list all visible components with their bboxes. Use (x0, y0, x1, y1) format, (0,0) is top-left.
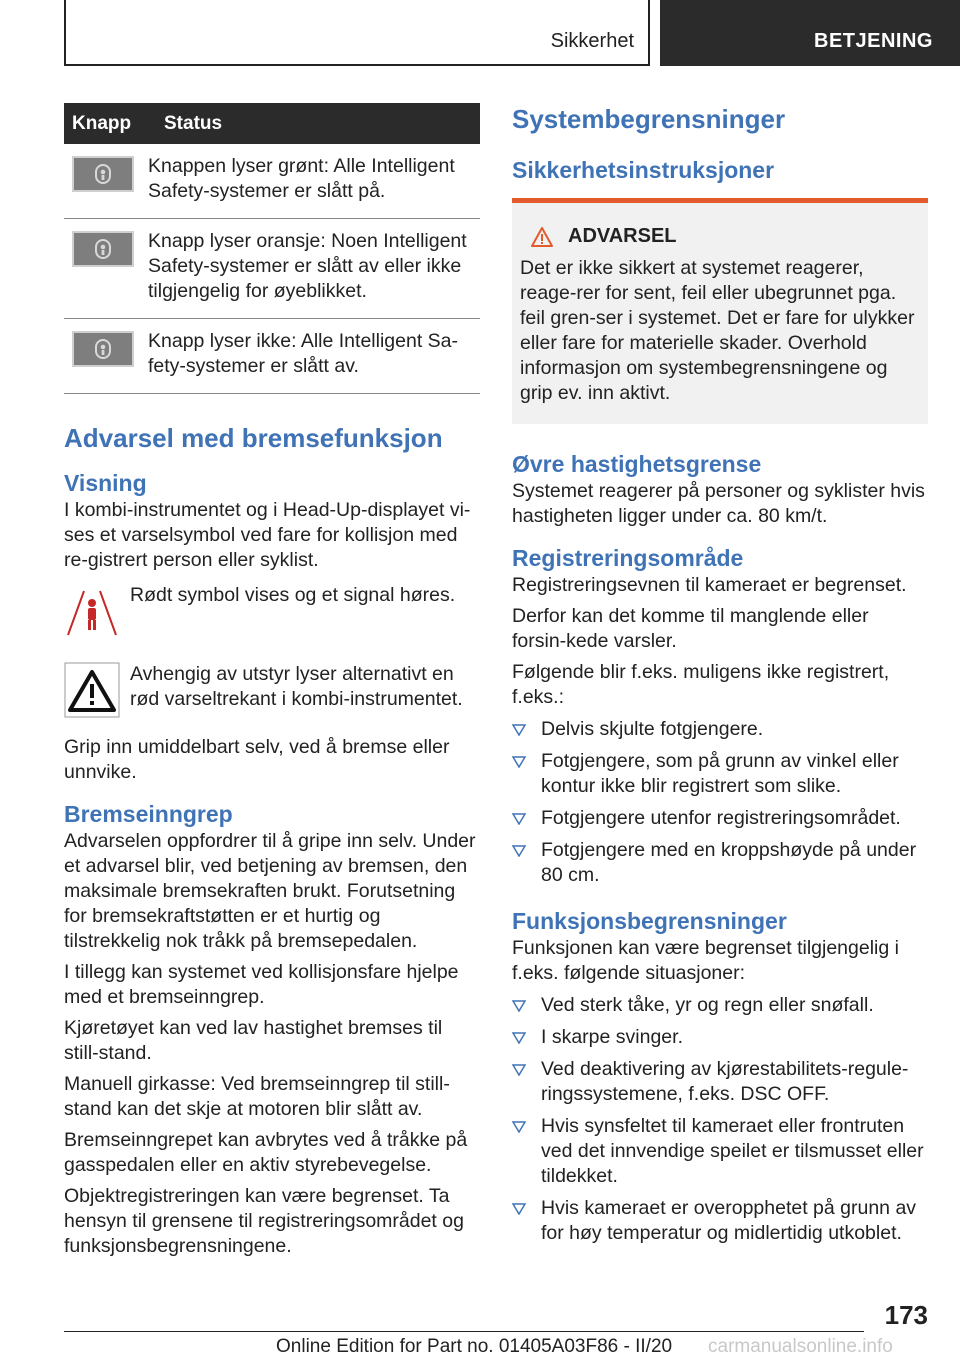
triangle-bullet-icon (512, 845, 526, 857)
paragraph-function-limits: Funksjonen kan være begrenset tilgjengelig i f.eks. følgende situasjoner: (512, 937, 899, 984)
table-row (64, 319, 480, 394)
triangle-bullet-icon (512, 813, 526, 825)
list-item: Fotgjengere med en kroppshøyde på under 80 cm. (512, 838, 928, 888)
heading-function-limits: Funksjonsbegrensninger (512, 908, 787, 934)
symbol-text-red: Rødt symbol vises og et signal høres. (130, 584, 456, 606)
triangle-bullet-icon (512, 1000, 526, 1012)
pedestrian-warning-icon (64, 583, 120, 643)
table-row (64, 219, 480, 319)
symbol-text-triangle: Avhengig av utstyr lyser alternativt en rød varseltrekant i kombi-instrumentet. (130, 663, 463, 710)
footer-divider (64, 1331, 864, 1332)
triangle-bullet-icon (512, 1121, 526, 1133)
footer-edition: Online Edition for Part no. 01405A03F86 - II/20 (276, 1336, 673, 1357)
triangle-bullet-icon (512, 756, 526, 768)
paragraph-speed-limit: Systemet reagerer på personer og syklister hvis hastigheten ligger under ca. 80 km/t. (512, 480, 925, 527)
list-item: Fotgjengere, som på grunn av vinkel eller kontur ikke blir registrert som slike. (512, 749, 928, 799)
button-off-icon (72, 331, 134, 367)
heading-safety-instructions: Sikkerhetsinstruksjoner (512, 157, 775, 183)
warning-text: Det er ikke sikkert at systemet reagerer, reage-rer for sent, feil eller ubegrunnet pga. feil gren-ser i systemet. Det er fare for ulykker eller fare for materielle skader. Overhold informasjon om systembegrensningene og grip ev. inn aktivt. (520, 257, 915, 404)
triangle-bullet-icon (512, 724, 526, 736)
watermark-text: carmanualsonline.info (708, 1336, 893, 1357)
heading-speed-limit: Øvre hastighetsgrense (512, 451, 762, 477)
paragraph-grip: Grip inn umiddelbart selv, ved å bremse eller unnvike. (64, 736, 450, 783)
paragraph-brake-5: Bremseinngrepet kan avbrytes ved å tråkke på gasspedalen eller en aktiv styrebevegelse. (64, 1129, 468, 1176)
paragraph-brake-6: Objektregistreringen kan være begrenset. Ta hensyn til grensene til registreringsområdet og funksjonsbegrensningene. (64, 1185, 464, 1257)
button-status-table (64, 103, 480, 394)
triangle-bullet-icon (512, 1064, 526, 1076)
paragraph-brake-4: Manuell girkasse: Ved bremseinngrep til still-stand kan det skje at motoren blir slått av. (64, 1073, 450, 1120)
function-limits-list (512, 993, 928, 1246)
left-column (64, 103, 480, 1259)
heading-system-limits: Systembegrensninger (512, 104, 786, 134)
heading-warning-brake: Advarsel med bremsefunksjon (64, 423, 443, 453)
warning-title: ADVARSEL (568, 225, 677, 247)
warning-icon (530, 226, 554, 248)
paragraph-display: I kombi-instrumentet og i Head-Up-displayet vi-ses et varselsymbol ved fare for kollisjon med re-gistrert person eller syklist. (64, 499, 471, 571)
list-item: Hvis synsfeltet til kameraet eller frontruten ved det innvendige speilet er tilsmusset eller tildekket. (512, 1114, 928, 1189)
detection-list (512, 717, 928, 888)
heading-detection-range: Registreringsområde (512, 545, 744, 571)
table-cell-status: Knapp lyser oransje: Noen Intelligent Safety-systemer er slått av eller ikke tilgjengelig for øyeblikket. (148, 219, 480, 319)
button-green-icon (72, 156, 134, 192)
list-item: Ved sterk tåke, yr og regn eller snøfall. (512, 993, 928, 1018)
list-item: Delvis skjulte fotgjengere. (512, 717, 928, 742)
list-item: I skarpe svinger. (512, 1025, 928, 1050)
right-column (512, 103, 928, 1253)
triangle-bullet-icon (512, 1032, 526, 1044)
list-item: Hvis kameraet er overopphetet på grunn av for høy temperatur og midlertidig utkoblet. (512, 1196, 928, 1246)
button-orange-icon (72, 231, 134, 267)
warning-triangle-icon (64, 662, 120, 718)
heading-brake-intervention: Bremseinngrep (64, 801, 233, 827)
section-label: Sikkerhet (550, 30, 634, 52)
section-tab (64, 0, 650, 66)
table-header-button: Knapp (64, 103, 148, 144)
table-row (64, 144, 480, 219)
symbol-row-triangle (64, 662, 480, 723)
paragraph-detection-2: Derfor kan det komme til manglende eller forsin-kede varsler. (512, 605, 869, 652)
triangle-bullet-icon (512, 1203, 526, 1215)
table-cell-status: Knappen lyser grønt: Alle Intelligent Safety-systemer er slått på. (148, 144, 480, 219)
table-header-status: Status (148, 103, 480, 144)
chapter-label: BETJENING (814, 30, 933, 52)
page-number: 173 (884, 1300, 928, 1330)
paragraph-brake-3: Kjøretøyet kan ved lav hastighet bremses til still-stand. (64, 1017, 443, 1064)
table-cell-status: Knapp lyser ikke: Alle Intelligent Sa-fety-systemer er slått av. (148, 319, 480, 394)
list-item: Ved deaktivering av kjørestabilitets-regule-ringssystemene, f.eks. DSC OFF. (512, 1057, 928, 1107)
heading-display: Visning (64, 470, 147, 496)
paragraph-detection-3: Følgende blir f.eks. muligens ikke registrert, f.eks.: (512, 661, 890, 708)
warning-box (512, 198, 928, 424)
chapter-tab (660, 0, 960, 66)
paragraph-detection-1: Registreringsevnen til kameraet er begrenset. (512, 574, 907, 596)
page-header (0, 0, 960, 66)
paragraph-brake-2: I tillegg kan systemet ved kollisjonsfare hjelpe med et bremseinngrep. (64, 961, 459, 1008)
symbol-row-red (64, 583, 480, 648)
paragraph-brake-1: Advarselen oppfordrer til å gripe inn selv. Under et advarsel blir, ved betjening av bremsen, den maksimale bremsekraften brukt. Forutsetning for bremsekraftstøtten er et hurtig og tilstrekkelig nok tråkk på bremsepedalen. (64, 830, 476, 952)
list-item: Fotgjengere utenfor registreringsområdet. (512, 806, 928, 831)
